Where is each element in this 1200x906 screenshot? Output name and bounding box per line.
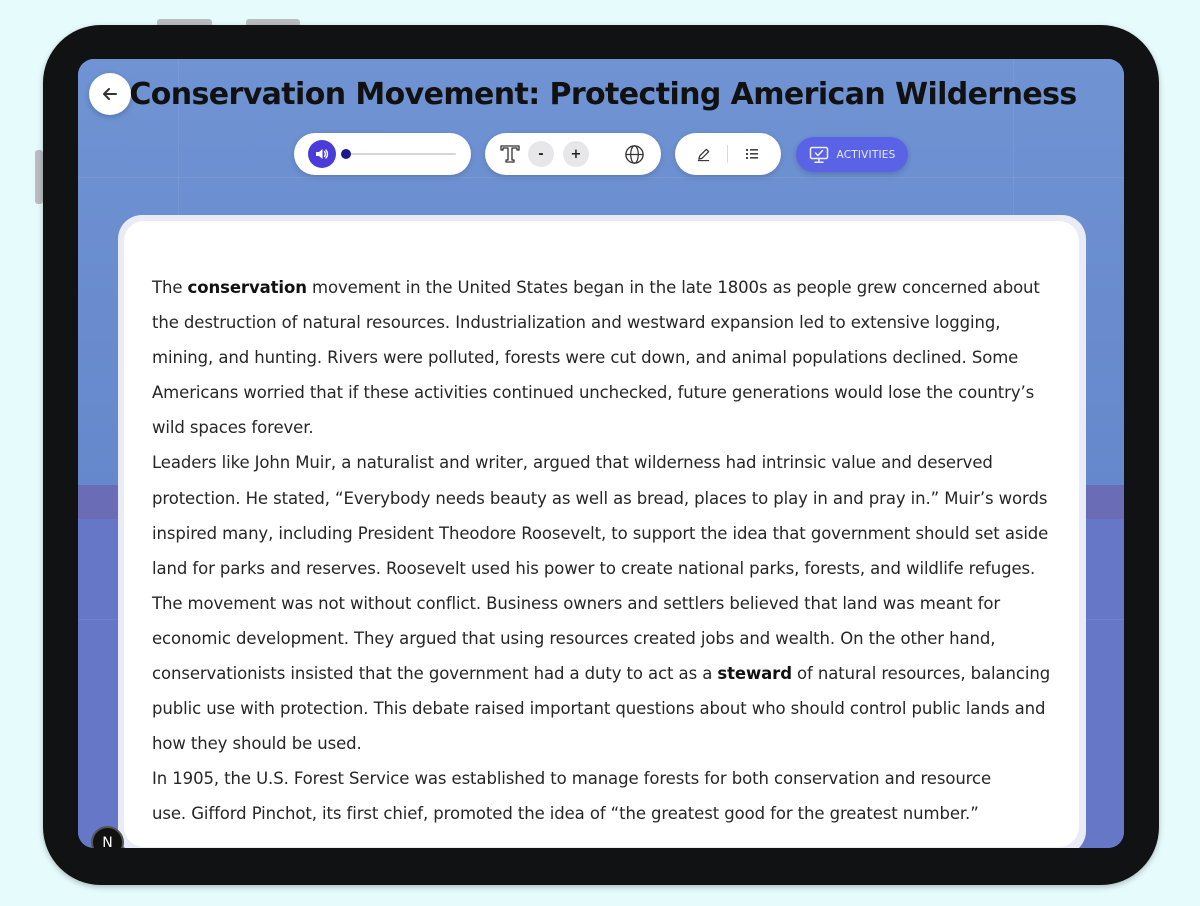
audio-progress-slider[interactable] — [346, 153, 456, 155]
audio-player — [294, 133, 471, 175]
toolbar-divider — [727, 145, 728, 163]
speaker-icon — [314, 146, 330, 162]
app-screen — [78, 59, 1124, 848]
audio-progress-knob[interactable] — [341, 149, 351, 159]
vocabulary-term[interactable]: conservation — [187, 278, 307, 297]
reading-panel-frame — [118, 215, 1086, 848]
paragraph — [152, 270, 1057, 445]
list-icon — [745, 148, 759, 160]
text-font-icon — [499, 144, 521, 164]
activities-label: ACTIVITIES — [836, 148, 896, 161]
annotation-tools — [675, 133, 781, 175]
activities-button[interactable] — [796, 137, 908, 172]
highlight-button[interactable] — [694, 145, 712, 163]
outline-button[interactable] — [743, 145, 761, 163]
paragraph: Leaders like John Muir, a naturalist and writer, argued that wilderness had intrinsic value and deserved protection. He stated, “Everybody needs beauty as well as bread, places to play in and pray in.” Muir’s words inspired many, including President Theodore Roosevelt, to support the idea that government should set aside land for parks and reserves. Roosevelt used his power to create national parks, forests, and wildlife refuges. — [152, 453, 1049, 578]
vocabulary-term[interactable]: steward — [717, 664, 792, 684]
side-button — [35, 150, 43, 204]
text-run: of natural resources, balancing public use with protection. This debate raised important questions about who should control public lands and how they should be used. — [152, 664, 1051, 754]
font-style-button[interactable] — [498, 143, 522, 165]
increase-font-button[interactable]: + — [563, 141, 589, 167]
paragraph — [152, 586, 1057, 761]
text-run: The movement was not without conflict. Business owners and settlers believed that land was meant for economic development. They argued that using resources created jobs and wealth. On the other hand, conservationists insisted that the government had a duty to act as a — [152, 593, 1001, 684]
tablet-bezel — [43, 25, 1159, 885]
paragraph-cut-off: use. Gifford Pinchot, its first chief, promoted the idea of “the greatest good for the greatest number.” — [152, 804, 979, 824]
play-audio-button[interactable] — [308, 140, 336, 168]
page-title: Conservation Movement: Protecting American Wilderness — [129, 77, 1077, 112]
reading-panel[interactable] — [124, 221, 1079, 847]
dev-indicator-badge[interactable]: N — [91, 826, 124, 848]
monitor-check-icon — [809, 146, 829, 164]
text-controls — [485, 133, 661, 175]
text-run: The — [152, 278, 188, 297]
pencil-icon — [696, 147, 711, 162]
translate-button[interactable] — [623, 143, 645, 165]
decrease-font-button[interactable]: - — [528, 141, 554, 167]
arrow-left-icon — [101, 85, 119, 103]
globe-icon — [624, 144, 645, 165]
background-gridline — [78, 177, 1124, 178]
text-run: movement in the United States began in the late 1800s as people grew concerned about the destruction of natural resources. Industrialization and westward expansion led to extensive logging, mining, and hunting. Rivers were polluted, forests were cut down, and animal populations declined. Some Americans worried that if these activities continued unchecked, future generations would lose the country’s wild spaces forever. — [152, 278, 1040, 438]
reading-text — [152, 270, 1057, 832]
paragraph: In 1905, the U.S. Forest Service was established to manage forests for both conservation and resource — [152, 769, 992, 789]
